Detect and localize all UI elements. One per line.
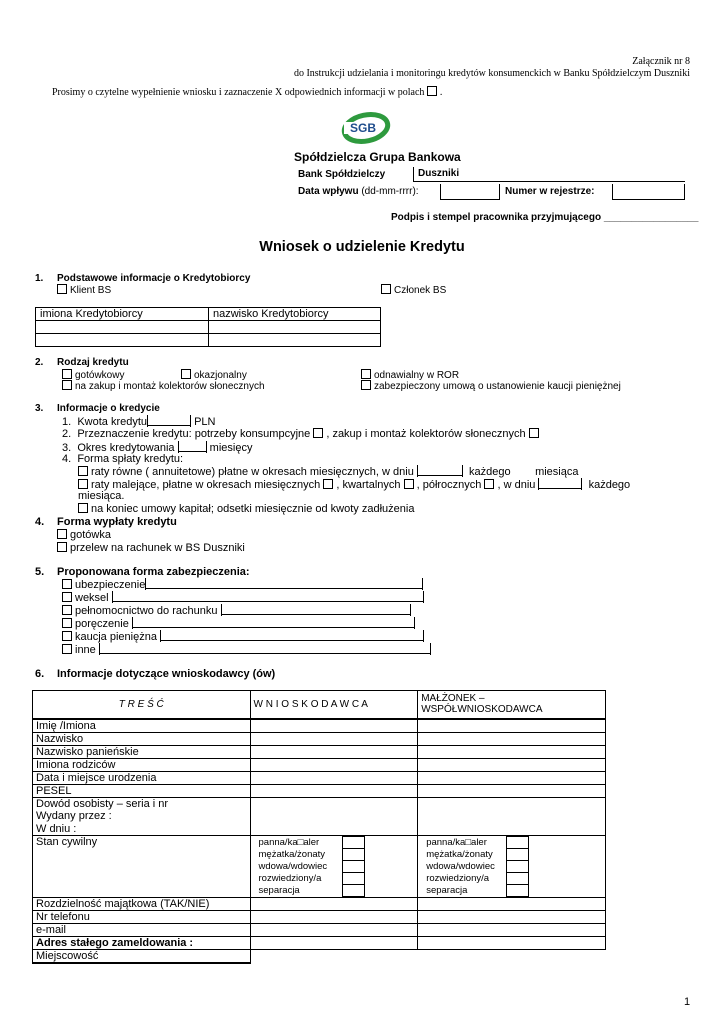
client-checkbox[interactable]	[57, 284, 67, 294]
deposit-checkbox[interactable]	[361, 380, 371, 390]
row-label: Imiona rodziców	[33, 758, 251, 771]
sgb-logo	[288, 108, 438, 153]
sgb-logo-icon	[288, 108, 438, 153]
applicant-civil-options: panna/ka□aler mężatka/żonaty wdowa/wdowiec rozwiedziony/a separacja	[259, 836, 366, 897]
civil-checkbox[interactable]	[506, 837, 528, 849]
section6-number: 6.	[35, 668, 45, 680]
credit-amount-row: 1. Kwota kredytu PLN	[62, 416, 216, 428]
borrower-names-table	[35, 307, 381, 347]
power-of-attorney-checkbox[interactable]	[62, 605, 72, 615]
civil-checkbox[interactable]	[506, 849, 528, 861]
credit-type-deposit[interactable]: zabezpieczony umową o ustanowienie kaucji pieniężnej	[361, 380, 621, 392]
applicant-cell[interactable]	[250, 784, 418, 797]
last-name-cell[interactable]	[209, 321, 381, 334]
date-field[interactable]	[440, 184, 500, 200]
example-checkbox	[427, 86, 437, 96]
cash-deposit-checkbox[interactable]	[62, 631, 72, 641]
decreasing-installments-checkbox[interactable]	[78, 479, 88, 489]
bank-label: Bank Spółdzielczy	[298, 169, 386, 180]
section3-title: Informacje o kredycie	[57, 403, 160, 414]
spouse-cell[interactable]	[418, 758, 606, 771]
signature-label: Podpis i stempel pracownika przyjmującego _________________	[391, 212, 699, 223]
section2-number: 2.	[35, 357, 44, 368]
applicant-cell[interactable]	[250, 758, 418, 771]
power-of-attorney-field[interactable]	[222, 604, 410, 615]
spouse-civil-options: panna/ka□aler mężatka/żonaty wdowa/wdowiec rozwiedziony/a separacja	[426, 836, 529, 897]
phone-label: Nr telefonu	[33, 911, 251, 924]
last-name-cell[interactable]	[209, 334, 381, 347]
section5-title: Proponowana forma zabezpieczenia:	[57, 566, 250, 578]
logo-text: SGB	[350, 121, 377, 135]
spouse-cell[interactable]	[418, 924, 606, 937]
content-header: T R E Ś Ć	[33, 691, 251, 719]
monthly-checkbox[interactable]	[323, 479, 333, 489]
applicant-cell[interactable]	[250, 797, 418, 836]
spouse-cell[interactable]	[418, 937, 606, 950]
civil-checkbox[interactable]	[343, 885, 365, 897]
spouse-header: MAŁŻONEK – WSPÓŁWNIOSKODAWCA	[418, 691, 606, 719]
equal-installments-row: raty równe ( annuitetowe) płatne w okresach miesięcznych, w dniu każdego miesiąca	[78, 465, 578, 478]
applicant-cell[interactable]	[250, 719, 418, 733]
first-names-header: imiona Kredytobiorcy	[36, 308, 209, 321]
guarantee-field[interactable]	[133, 617, 414, 628]
applicant-cell[interactable]	[250, 745, 418, 758]
ror-checkbox[interactable]	[361, 369, 371, 379]
payout-cash-option[interactable]: gotówka	[57, 529, 111, 541]
section3-number: 3.	[35, 403, 44, 414]
section4-number: 4.	[35, 516, 45, 528]
property-separation-label: Rozdzielność majątkowa (TAK/NIE)	[33, 898, 251, 911]
credit-period-row: 3. Okres kredytowania miesięcy	[62, 442, 253, 454]
guarantee-checkbox[interactable]	[62, 618, 72, 628]
row-label: Nazwisko panieńskie	[33, 745, 251, 758]
semiannual-checkbox[interactable]	[484, 479, 494, 489]
section1-number: 1.	[35, 273, 44, 284]
applicant-cell[interactable]	[250, 898, 418, 911]
occasional-checkbox[interactable]	[181, 369, 191, 379]
civil-status-label: Stan cywilny	[33, 836, 251, 898]
credit-type-solar[interactable]: na zakup i montaż kolektorów słonecznych	[62, 380, 265, 392]
date-label: Data wpływu (dd-mm-rrrr):	[298, 186, 419, 197]
payout-transfer-checkbox[interactable]	[57, 542, 67, 552]
bank-name-field[interactable]: Duszniki	[413, 167, 685, 182]
solar-purpose-checkbox[interactable]	[529, 428, 539, 438]
spouse-cell[interactable]	[418, 745, 606, 758]
applicant-cell[interactable]	[250, 924, 418, 937]
collateral-other-row: inne	[62, 643, 432, 656]
end-of-contract-checkbox[interactable]	[78, 503, 88, 513]
applicant-info-table	[32, 690, 606, 964]
address-label: Adres stałego zameldowania :	[33, 937, 251, 950]
credit-type-cash[interactable]: gotówkowy	[62, 369, 124, 381]
civil-checkbox[interactable]	[506, 861, 528, 873]
client-option[interactable]: Klient BS	[57, 284, 111, 296]
decreasing-day-field[interactable]	[539, 478, 581, 489]
collateral-insurance-row: ubezpieczenie	[62, 578, 432, 591]
applicant-cell[interactable]	[250, 732, 418, 745]
last-name-header: nazwisko Kredytobiorcy	[209, 308, 381, 321]
collateral-bill-row: weksel	[62, 591, 432, 604]
register-field[interactable]	[612, 184, 685, 200]
civil-checkbox[interactable]	[506, 873, 528, 885]
other-collateral-field[interactable]	[100, 643, 430, 654]
fill-instruction: Prosimy o czytelne wypełnienie wniosku i zaznaczenie X odpowiednich informacji w polach .	[52, 87, 443, 98]
equal-day-field[interactable]	[418, 465, 462, 476]
spouse-cell[interactable]	[418, 784, 606, 797]
spouse-cell[interactable]	[418, 732, 606, 745]
cash-deposit-field[interactable]	[161, 630, 423, 641]
attachment-number: Załącznik nr 8	[632, 56, 690, 67]
instruction-reference: do Instrukcji udzielania i monitoringu kredytów konsumenckich w Banku Spółdzielczym Duszniki	[293, 68, 690, 79]
payout-cash-checkbox[interactable]	[57, 529, 67, 539]
civil-checkbox[interactable]	[343, 837, 365, 849]
spouse-cell[interactable]	[418, 898, 606, 911]
credit-type-ror[interactable]: odnawialny w ROR	[361, 369, 459, 381]
spouse-cell[interactable]	[418, 771, 606, 784]
bank-group-name: Spółdzielcza Grupa Bankowa	[294, 150, 461, 164]
row-label: Imię /Imiona	[33, 719, 251, 733]
decreasing-month-text: miesiąca.	[78, 490, 125, 502]
credit-amount-field[interactable]	[148, 415, 190, 426]
first-names-cell[interactable]	[36, 334, 209, 347]
applicant-cell[interactable]	[250, 911, 418, 924]
spouse-cell[interactable]	[418, 911, 606, 924]
section4-title: Forma wypłaty kredytu	[57, 516, 177, 528]
payout-transfer-option[interactable]: przelew na rachunek w BS Duszniki	[57, 542, 245, 554]
form-title: Wniosek o udzielenie Kredytu	[259, 239, 465, 255]
consumer-purpose-checkbox[interactable]	[313, 428, 323, 438]
equal-installments-checkbox[interactable]	[78, 466, 88, 476]
credit-type-occasional[interactable]: okazjonalny	[181, 369, 247, 381]
row-label: Nazwisko	[33, 732, 251, 745]
insurance-checkbox[interactable]	[62, 579, 72, 589]
quarterly-checkbox[interactable]	[404, 479, 414, 489]
decreasing-installments-row: raty malejące, płatne w okresach miesięcznych , kwartalnych , półrocznych , w dniu każdego	[78, 478, 630, 491]
register-label: Numer w rejestrze:	[505, 186, 595, 197]
credit-purpose-row: 2. Przeznaczenie kredytu: potrzeby konsumpcyjne , zakup i montaż kolektorów słonecznych	[62, 428, 542, 440]
cash-checkbox[interactable]	[62, 369, 72, 379]
section1-title: Podstawowe informacje o Kredytobiorcy	[57, 273, 251, 284]
section2-title: Rodzaj kredytu	[57, 357, 129, 368]
member-option[interactable]: Członek BS	[381, 284, 446, 296]
applicant-cell[interactable]	[250, 937, 418, 950]
solar-checkbox[interactable]	[62, 380, 72, 390]
bill-checkbox[interactable]	[62, 592, 72, 602]
repayment-form-row: 4. Forma spłaty kredytu:	[62, 453, 184, 465]
page-number: 1	[684, 996, 691, 1008]
collateral-power-row: pełnomocnictwo do rachunku	[62, 604, 432, 617]
end-of-contract-row: na koniec umowy kapitał; odsetki miesięcznie od kwoty zadłużenia	[78, 503, 414, 515]
section5-number: 5.	[35, 566, 45, 578]
first-names-cell[interactable]	[36, 321, 209, 334]
applicant-header: W N I O S K O D A W C A	[250, 691, 418, 719]
civil-checkbox[interactable]	[343, 849, 365, 861]
row-label: PESEL	[33, 784, 251, 797]
collateral-guarantee-row: poręczenie	[62, 617, 432, 630]
spouse-civil-status	[418, 836, 606, 898]
civil-checkbox[interactable]	[343, 861, 365, 873]
email-label: e-mail	[33, 924, 251, 937]
member-checkbox[interactable]	[381, 284, 391, 294]
spouse-cell[interactable]	[418, 719, 606, 733]
bill-field[interactable]	[113, 591, 423, 602]
row-label: Data i miejsce urodzenia	[33, 771, 251, 784]
applicant-cell[interactable]	[250, 771, 418, 784]
collateral-deposit-row: kaucja pieniężna	[62, 630, 432, 643]
credit-period-field[interactable]	[179, 441, 206, 452]
applicant-civil-status	[250, 836, 418, 898]
id-document-label: Dowód osobisty – seria i nr Wydany przez : W dniu :	[33, 797, 251, 836]
spouse-cell[interactable]	[418, 797, 606, 836]
section6-title: Informacje dotyczące wnioskodawcy (ów)	[57, 668, 276, 680]
civil-checkbox[interactable]	[506, 885, 528, 897]
civil-checkbox[interactable]	[343, 873, 365, 885]
insurance-field[interactable]	[146, 578, 422, 589]
city-label: Miejscowość	[33, 950, 251, 964]
other-collateral-checkbox[interactable]	[62, 644, 72, 654]
